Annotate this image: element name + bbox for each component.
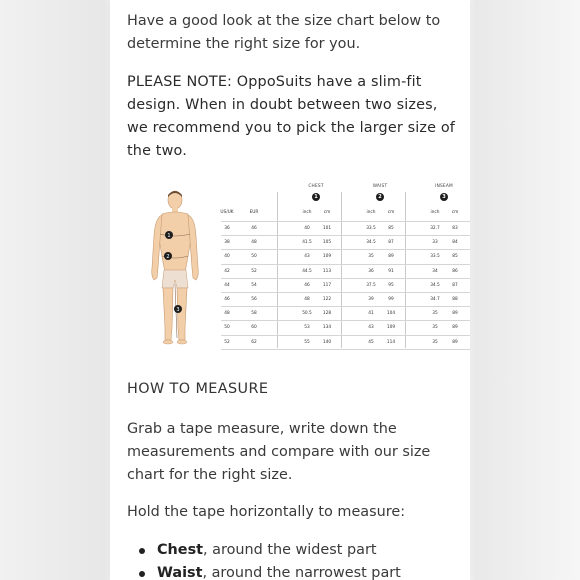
table-cell: 85 (388, 226, 394, 231)
table-cell: 50 (224, 325, 230, 331)
table-cell: 46 (224, 297, 230, 302)
table-row-divider (221, 349, 470, 350)
unit-label: cm (387, 210, 395, 215)
table-cell: 84 (452, 240, 458, 246)
table-cell: 35 (432, 339, 438, 345)
bullet-term: Waist (157, 565, 203, 580)
bullet-text: , around the widest part (203, 542, 377, 558)
table-cell: 50.5 (302, 311, 312, 317)
svg-text:2: 2 (166, 254, 170, 260)
table-cell: 44 (224, 282, 230, 288)
table-cell: 60 (251, 325, 257, 331)
table-row-divider (221, 264, 470, 265)
table-cell: 33.5 (366, 226, 376, 231)
intro-paragraph: Have a good look at the size chart below to determine the right size for you. (127, 13, 441, 52)
table-cell: 54 (251, 282, 257, 288)
table-cell: 44.5 (302, 268, 312, 274)
table-cell: 89 (452, 311, 458, 317)
table-row-divider (221, 249, 470, 250)
unit-label: cm (451, 210, 459, 215)
us-uk-header: US/UK (220, 210, 234, 215)
table-cell: 88 (452, 297, 458, 302)
table-cell: 50 (251, 254, 257, 260)
list-item (137, 539, 457, 562)
table-cell: 40 (304, 226, 310, 231)
table-cell: 33.5 (430, 254, 440, 260)
table-row-divider (221, 235, 470, 236)
chest-header: CHEST (308, 184, 324, 189)
table-cell: 46 (251, 226, 257, 231)
how-to-measure-heading: HOW TO MEASURE (127, 381, 269, 397)
table-cell: 32.7 (430, 226, 440, 231)
column-divider (405, 192, 406, 348)
table-cell: 42 (224, 268, 230, 274)
table-cell: 56 (251, 297, 257, 302)
table-cell: 83 (452, 226, 458, 231)
table-cell: 89 (388, 254, 394, 260)
table-cell: 34.7 (430, 297, 440, 302)
table-row-divider (221, 221, 470, 222)
table-cell: 89 (452, 339, 458, 345)
table-cell: 34 (432, 268, 438, 274)
table-cell: 91 (388, 268, 394, 274)
size-table (213, 178, 470, 354)
table-cell: 140 (322, 339, 332, 345)
hold-tape-paragraph: Hold the tape horizontally to measure: (127, 504, 406, 520)
table-cell: 35 (432, 325, 438, 331)
table-cell: 53 (304, 325, 310, 331)
size-chart-image (144, 178, 464, 354)
inseam-marker (174, 305, 182, 313)
table-cell: 36 (224, 226, 230, 231)
table-cell: 85 (452, 254, 458, 260)
list-item (137, 562, 457, 580)
table-cell: 34.5 (366, 240, 376, 246)
table-cell: 134 (322, 325, 332, 331)
waist-number-icon: 2 (376, 193, 384, 201)
table-row-divider (221, 306, 470, 307)
table-cell: 122 (322, 297, 332, 302)
slim-fit-note: PLEASE NOTE: OppoSuits have a slim-fit design. When in doubt between two sizes, we recommend you to pick the larger size of the two. (127, 74, 456, 159)
table-cell: 128 (322, 311, 332, 317)
table-cell: 34.5 (430, 282, 440, 288)
svg-text:1: 1 (167, 233, 171, 239)
table-cell: 48 (224, 311, 230, 317)
table-cell: 105 (322, 240, 332, 246)
table-cell: 87 (452, 282, 458, 288)
table-cell: 40 (224, 254, 230, 260)
table-cell: 43 (368, 325, 374, 331)
table-cell: 45 (368, 339, 374, 345)
table-cell: 38 (224, 240, 230, 246)
table-cell: 35 (432, 311, 438, 317)
unit-label: cm (323, 210, 331, 215)
unit-label: inch (302, 210, 312, 215)
table-cell: 117 (322, 282, 332, 288)
table-cell: 99 (388, 297, 394, 302)
table-cell: 36 (368, 268, 374, 274)
grab-tape-paragraph: Grab a tape measure, write down the measurements and compare with our size chart for the right size. (127, 421, 431, 483)
table-cell: 58 (251, 311, 257, 317)
table-cell: 41.5 (302, 240, 312, 246)
body-figure-illustration (144, 188, 206, 348)
bullet-text: , around the narrowest part (202, 565, 401, 580)
table-row-divider (221, 320, 470, 321)
bullet-icon (139, 548, 145, 554)
eur-header: EUR (249, 210, 259, 215)
chest-marker (165, 231, 173, 239)
table-cell: 87 (388, 240, 394, 246)
unit-label: inch (366, 210, 376, 215)
bullet-term: Chest (157, 542, 204, 558)
table-cell: 52 (251, 268, 257, 274)
table-cell: 41 (368, 311, 374, 317)
unit-label: inch (430, 210, 440, 215)
table-cell: 55 (304, 339, 310, 345)
table-cell: 46 (304, 282, 310, 288)
table-row-divider (221, 278, 470, 279)
table-cell: 48 (251, 240, 257, 246)
table-cell: 104 (386, 311, 396, 317)
table-cell: 86 (452, 268, 458, 274)
table-row-divider (221, 335, 470, 336)
inseam-number-icon: 3 (440, 193, 448, 201)
measure-list (137, 539, 457, 580)
table-cell: 62 (251, 339, 257, 345)
table-cell: 48 (304, 297, 310, 302)
table-cell: 52 (224, 339, 230, 345)
table-cell: 114 (386, 339, 396, 345)
product-description-panel (110, 0, 470, 580)
table-cell: 43 (304, 254, 310, 260)
table-cell: 33 (432, 240, 438, 246)
table-cell: 109 (322, 254, 332, 260)
waist-header: WAIST (372, 184, 388, 189)
column-divider (277, 192, 278, 348)
table-cell: 39 (368, 297, 374, 302)
inseam-header: INSEAM (435, 184, 453, 189)
table-cell: 35 (368, 254, 374, 260)
chest-number-icon: 1 (312, 193, 320, 201)
table-cell: 37.5 (366, 282, 376, 288)
waist-marker (164, 252, 172, 260)
svg-text:3: 3 (176, 307, 180, 313)
table-cell: 101 (322, 226, 332, 231)
table-cell: 109 (386, 325, 396, 331)
table-row-divider (221, 292, 470, 293)
table-cell: 113 (322, 268, 332, 274)
bullet-icon (139, 571, 145, 577)
table-cell: 95 (388, 282, 394, 288)
column-divider (341, 192, 342, 348)
table-cell: 89 (452, 325, 458, 331)
